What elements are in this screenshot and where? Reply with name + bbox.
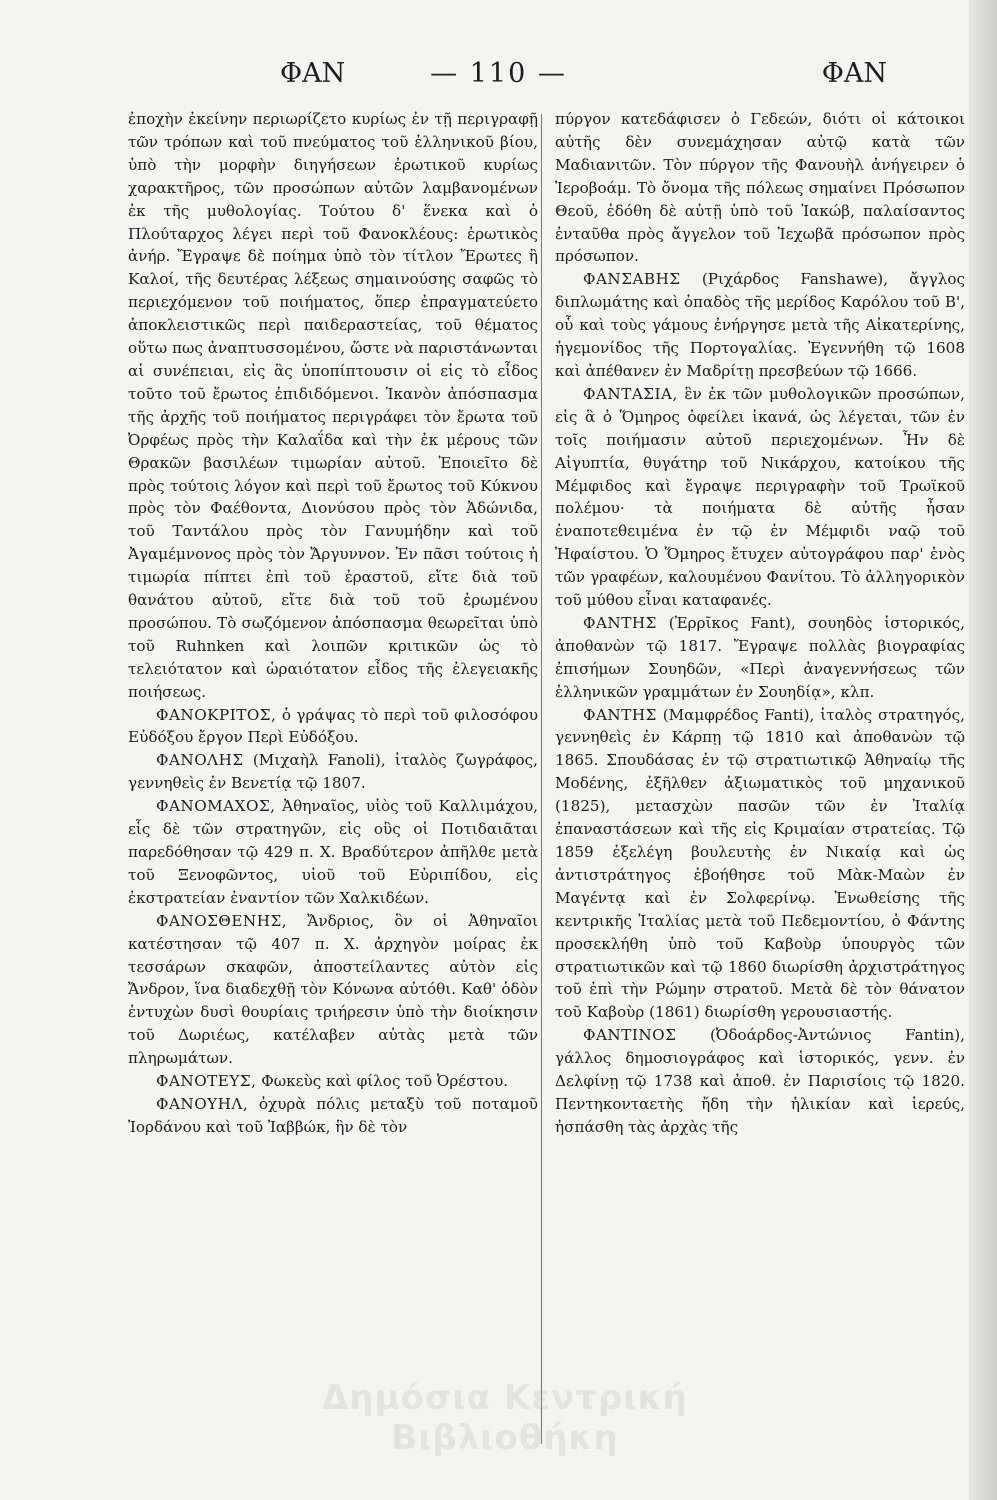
entry-lemma: ΦΑΝΟΤΕΥΣ, — [156, 1072, 257, 1091]
entry-text: ἐποχὴν ἐκείνην περιωρίζετο κυρίως ἐν τῇ περιγραφῇ τῶν τρόπων καὶ τοῦ πνεύματος τοῦ ἑλληνικοῦ βίου, ὑπὸ τὴν μορφὴν διηγήσεων ἐρωτικοῦ κυρίως χαρακτῆρος, τῶν προσώπων αὐτῶν λαμβανομένων ἐκ τῆς μυθολογίας. Τούτου δ' ἕνεκα καὶ ὁ Πλούταρχος λέγει περὶ τοῦ Φανοκλέους: ἐρωτικὸς ἀνήρ. Ἔγραψε δὲ ποίημα ὑπὸ τὸν τίτλον Ἔρωτες ἢ Καλοί, τῆς δευτέρας λέξεως σημαινούσης σαφῶς τὸ περιεχόμενον τοῦ ποιήματος, ὅπερ ἐπραγματεύετο ἀποκλειστικῶς περὶ παιδεραστείας, τοῦ θέματος οὕτω πως ἀναπτυσσομένου, ὥστε νὰ παριστάνωνται αἱ συνέπειαι, εἰς ἃς ὑποπίπτουσιν οἱ εἰς τὸ εἶδος τοῦτο τοῦ ἔρωτος ἐπιδιδόμενοι. Ἱκανὸν ἀπόσπασμα τῆς ἀρχῆς τοῦ ποιήματος περιγράφει τὸν ἔρωτα τοῦ Ὀρφέως πρὸς τὴν Καλαΐδα καὶ τὴν ἐκ μέρους τῶν Θρακῶν βασιλέων τιμωρίαν αὐτοῦ. Ἐποιεῖτο δὲ πρὸς τούτοις λόγον καὶ περὶ τοῦ ἔρωτος τοῦ Κύκνου πρὸς τὸν Φαέθοντα, Διονύσου πρὸς τὸν Ἀδώνιδα, τοῦ Ταντάλου πρὸς τὸν Γανυμήδην καὶ τοῦ Ἀγαμέμνονος πρὸς τὸν Ἄργυννον. Ἐν πᾶσι τούτοις ἡ τιμωρία πίπτει ἐπὶ τοῦ ἐραστοῦ, εἴτε διὰ τοῦ θανάτου αὐτοῦ, εἴτε διὰ τοῦ τοῦ ἐρωμένου προσώπου. Τὸ σωζόμενον ἀπόσπασμα θεωρεῖται ὑπὸ τοῦ Ruhnken καὶ λοιπῶν κριτικῶν ὡς τὸ τελειότατον καὶ ὡραιότατον εἶδος τῆς ἐλεγειακῆς ποιήσεως. — [128, 110, 538, 701]
entry — [128, 910, 538, 1070]
entry-lemma: ΦΑΝΤΗΣ — [583, 613, 657, 632]
entry-lemma: ΦΑΝΟΥΗΛ, — [156, 1094, 249, 1113]
library-watermark: Δημόσια Κεντρική Βιβλιοθήκη — [322, 1378, 688, 1458]
entry — [128, 795, 538, 910]
entry-text: Ἀθηναῖος, υἱὸς τοῦ Καλλιμάχου, εἷς δὲ τῶν στρατηγῶν, εἰς οὓς οἱ Ποτιδαιᾶται παρεδόθησαν τῷ 429 π. Χ. Βραδύτερον ἀπῆλθε μετὰ τοῦ Ξενοφῶντος, υἱοῦ τοῦ Εὐριπίδου, εἰς ἐκστρατείαν ἐναντίον τῶν Χαλκιδέων. — [128, 797, 539, 907]
entry-text: Ἄνδριος, ὃν οἱ Ἀθηναῖοι κατέστησαν τῷ 407 π. Χ. ἀρχηγὸν μοίρας ἐκ τεσσάρων σκαφῶν, ἀποστείλαντες αὐτὸν εἰς Ἄνδρον, ἵνα διαδεχθῇ τὸν Κόνωνα αὐτόθι. Καθ' ὁδὸν ἐντυχὼν δυσὶ θουρίαις τριήρεσιν ὑπὸ τὴν διοίκησιν τοῦ Δωριέως, κατέλαβεν αὐτὰς μετὰ τῶν πληρωμάτων. — [128, 911, 539, 1068]
entry-lemma: ΦΑΝΟΜΑΧΟΣ, — [156, 797, 276, 816]
column-divider — [541, 114, 542, 1444]
header-left-keyword: ΦΑΝ — [280, 58, 346, 89]
entry-text: Φωκεὺς καὶ φίλος τοῦ Ὀρέστου. — [261, 1072, 509, 1091]
entry — [555, 268, 965, 383]
entry — [128, 108, 538, 704]
page-header — [110, 58, 887, 108]
left-column — [128, 108, 538, 1139]
header-right-keyword: ΦΑΝ — [821, 58, 887, 89]
entry-lemma: ΦΑΝΟΣΘΕΝΗΣ, — [156, 911, 288, 930]
entry — [128, 749, 538, 795]
entry-text: (Μαμφρέδος Fanti), ἰταλὸς στρατηγός, γεννηθεὶς ἐν Κάρπῃ τῷ 1810 καὶ ἀποθανὼν τῷ 1865. Σπουδάσας ἐν τῷ στρατιωτικῷ Ἀθηναίῳ τῆς Μοδένης, ἐξῆλθεν ἀξιωματικὸς τοῦ μηχανικοῦ (1825), μετασχὼν πασῶν τῶν ἐν Ἰταλίᾳ ἐπαναστάσεων καὶ τῆς εἰς Κριμαίαν στρατείας. Τῷ 1859 ἐξελέγη βουλευτὴς ἐν Νικαίᾳ καὶ ὡς ἀντιστράτηγος ἐβοήθησε τοῦ Μὰκ-Μαὼν ἐν Μαγέντᾳ καὶ ἐν Σολφερίνῳ. Ἑνωθείσης τῆς κεντρικῆς Ἰταλίας μετὰ τοῦ Πεδεμοντίου, ὁ Φάντης προσεκλήθη ὑπὸ τοῦ Καβοὺρ ὑπουργὸς τῶν στρατιωτικῶν καὶ τῷ 1860 διωρίσθη ἀρχιστράτηγος τοῦ ἐπὶ τὴν Ρώμην στρατοῦ. Μετὰ δὲ τὸν θάνατον τοῦ Καβοὺρ (1861) διωρίσθη γερουσιαστής. — [555, 705, 966, 1022]
page-number: — 110 — — [430, 58, 567, 89]
entry — [128, 1093, 538, 1139]
entry-lemma: ΦΑΝΟΚΡΙΤΟΣ, — [156, 705, 277, 724]
page-edge — [969, 0, 997, 1500]
entry — [555, 1024, 965, 1139]
entry — [128, 704, 538, 750]
right-column — [555, 108, 965, 1139]
entry — [555, 383, 965, 612]
entry-lemma: ΦΑΝΣΑΒΗΣ — [583, 270, 681, 289]
entry-text: πύργον κατεδάφισεν ὁ Γεδεών, διότι οἱ κάτοικοι αὐτῆς δὲν συνεμάχησαν αὐτῷ κατὰ τῶν Μαδιανιτῶν. Τὸν πύργον τῆς Φανουὴλ ἀνήγειρεν ὁ Ἱεροβοάμ. Τὸ ὄνομα τῆς πόλεως σημαίνει Πρόσωπον Θεοῦ, ἐδόθη δὲ αὐτῇ ὑπὸ τοῦ Ἰακώβ, παλαίσαντος ἐνταῦθα πρὸς ἄγγελον τοῦ Ἰεχωβᾶ πρόσωπον πρὸς πρόσωπον. — [555, 110, 965, 266]
entry-text: ἓν ἐκ τῶν μυθολογικῶν προσώπων, εἰς ἃ ὁ Ὅμηρος ὀφείλει ἱκανά, ὡς λέγεται, τῶν ἐν τοῖς ποιήμασιν αὐτοῦ περιεχομένων. Ἦν δὲ Αἰγυπτία, θυγάτηρ τοῦ Νικάρχου, κατοίκου τῆς Μέμφιδος καὶ ἔγραψε περιγραφὴν τοῦ Τρωϊκοῦ πολέμου· τὰ ποιήματα δὲ αὐτῆς ἦσαν ἐναποτεθειμένα ἐν τῷ ἐν Μέμφιδι ναῷ τοῦ Ἡφαίστου. Ὁ Ὅμηρος ἔτυχεν αὐτογράφου παρ' ἑνὸς τῶν γραφέων, καλουμένου Φανίτου. Τὸ ἀλληγορικὸν τοῦ μύθου εἶναι καταφανές. — [555, 384, 965, 610]
entry — [128, 1070, 538, 1093]
entry — [555, 704, 965, 1025]
entry-lemma: ΦΑΝΤΙΝΟΣ — [583, 1026, 677, 1045]
entry-text: (Ὀδοάρδος-Ἀντώνιος Fantin), γάλλος δημοσιογράφος καὶ ἱστορικός, γενν. ἐν Δελφίνῃ τῷ 1738 καὶ ἀποθ. ἐν Παρισίοις τῷ 1820. Πεντηκονταετὴς ἤδη τὴν ἡλικίαν καὶ ἱερεύς, ἠσπάσθη τὰς ἀρχὰς τῆς — [555, 1026, 966, 1136]
entry-lemma: ΦΑΝΟΛΗΣ — [156, 751, 244, 770]
entry — [555, 108, 965, 268]
entry — [555, 612, 965, 704]
entry-lemma: ΦΑΝΤΗΣ — [583, 705, 657, 724]
entry-text: (Μιχαὴλ Fanoli), ἰταλὸς ζωγράφος, γεννηθεὶς ἐν Βενετίᾳ τῷ 1807. — [128, 751, 538, 793]
entry-text: (Ἐρρῖκος Fant), σουηδὸς ἱστορικός, ἀποθανὼν τῷ 1817. Ἔγραψε πολλὰς βιογραφίας ἐπισήμων Σουηδῶν, «Περὶ ἀναγεννήσεως τῶν ἑλληνικῶν γραμμάτων ἐν Σουηδίᾳ», κλπ. — [555, 613, 966, 701]
entry-lemma: ΦΑΝΤΑΣΙΑ, — [583, 384, 678, 403]
entry-text: ὀχυρὰ πόλις μεταξὺ τοῦ ποταμοῦ Ἰορδάνου καὶ τοῦ Ἰαββώκ, ἣν δὲ τὸν — [128, 1094, 539, 1136]
entry-text: ὁ γράψας τὸ περὶ τοῦ φιλοσόφου Εὐδόξου ἔργον Περὶ Εὐδόξου. — [128, 705, 538, 747]
entry-text: (Ριχάρδος Fanshawe), ἄγγλος διπλωμάτης καὶ ὀπαδὸς τῆς μερίδος Καρόλου τοῦ Β', οὗ καὶ τοὺς γάμους ἐνήργησε μετὰ τῆς Αἰκατερίνης, ἡγεμονίδος τῆς Πορτογαλίας. Ἐγεννήθη τῷ 1608 καὶ ἀπέθανεν ἐν Μαδρίτῃ πρεσβεύων τῷ 1666. — [555, 270, 965, 380]
